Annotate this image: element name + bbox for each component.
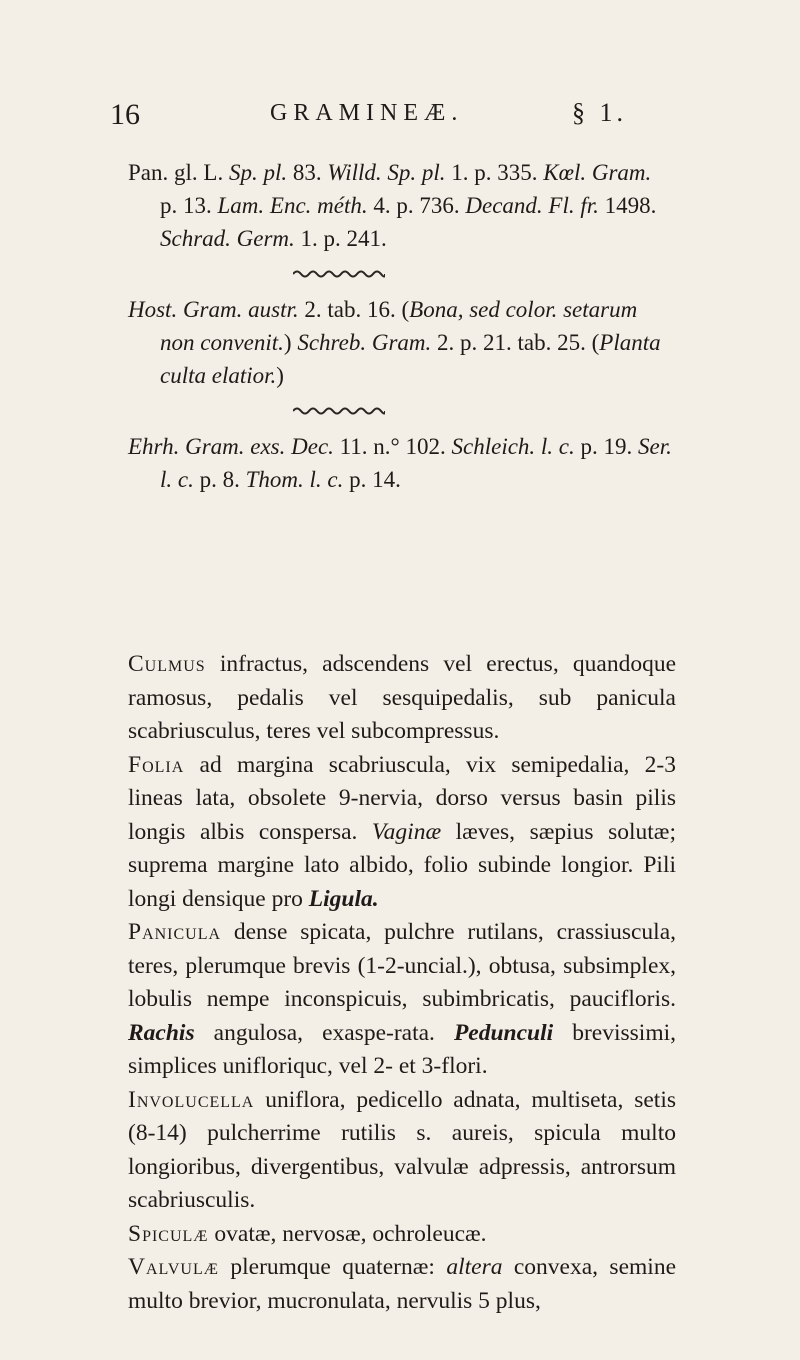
italic-term: Rachis [128,1019,195,1046]
culmus-paragraph [128,648,676,749]
ref-note: Bona, sed color. setarum non convenit. [160,297,638,355]
ref-title: Kœl. Gram. [543,160,652,185]
ref-text: 2. p. 21. tab. 25. ( [431,330,600,355]
running-head: GRAMINEÆ. [270,100,464,126]
description-block [128,648,676,1318]
term-label: Folia [128,751,185,778]
term-label: Valvulæ [128,1254,219,1280]
ref-text: p. 19. [574,434,639,459]
page-number: 16 [110,98,140,131]
paragraph-text: dense spicata, pulchre rutilans, crassiuscula, teres, plerumque brevis (1-2-uncial.), obtusa, subsimplex, lobulis nempe inconspicuis, subimbricatis, paucifloris. [128,919,676,1012]
wavy-divider [293,406,385,416]
ref-title: Schreb. Gram. [297,330,432,355]
paragraph-text: ad margina scabriuscula, vix semipedalia, 2-3 lineas lata, obsolete 9-nervia, dorso versus basin pilis longis albis conspersa. [128,751,676,845]
ref-title: Ser. l. c. [160,434,672,492]
section-mark: § 1. [572,98,627,127]
ref-title: Willd. Sp. pl. [327,160,446,185]
term-label: Involucella [128,1086,255,1113]
ref-text: 2. tab. 16. ( [298,297,410,322]
paragraph-text: infractus, adscendens vel erectus, quandoque ramosus, pedalis vel sesquipedalis, sub panicula scabriusculus, teres vel subcompressus. [128,651,676,744]
ref-text: p. 13. [160,193,218,218]
ref-title: Schleich. l. c. [451,434,575,459]
term-label: Panicula [128,919,222,945]
ref-title: Thom. l. c. [245,467,344,492]
ref-text: 1. p. 335. [445,160,544,185]
paragraph-text: ovatæ, nervosæ, ochroleucæ. [208,1220,487,1247]
ref-title: Host. Gram. austr. [128,297,299,322]
ref-title: Decand. Fl. fr. [465,193,599,218]
ref-text: p. 14. [343,467,401,492]
paragraph-text: plerumque quaternæ: [218,1254,447,1280]
italic-term: Pedunculi [453,1019,554,1046]
ref-text: 1. p. 241. [294,226,387,251]
valvulae-paragraph [128,1251,676,1318]
ref-text: 83. [287,160,328,185]
references-block [128,156,673,496]
paragraph-text: brevissimi, simplices unifloriquc, vel 2- et 3-flori. [128,1019,676,1079]
ref-text: Pan. gl. L. [128,160,229,185]
wavy-divider [293,269,385,279]
spiculae-paragraph [128,1218,676,1252]
term-label: Culmus [128,651,206,677]
italic-term: Vaginæ [371,818,442,845]
ref-text: 11. n.° 102. [333,434,452,459]
page-header [110,98,670,138]
ref-title: Lam. Enc. méth. [217,193,368,218]
ref-text: ) [276,363,284,388]
ref-text: 4. p. 736. [367,193,466,218]
italic-term: altera [446,1254,503,1280]
reference-entry [128,156,673,255]
ref-text: ) [283,330,298,355]
reference-entry [128,430,673,496]
paragraph-text: uniflora, pedicello adnata, multiseta, setis (8-14) pulcherrime rutilis s. aureis, spicula multo longioribus, divergentibus, valvulæ adpressis, antrorsum scabriusculis. [128,1086,676,1213]
involucella-paragraph [128,1084,676,1218]
italic-term: Ligula. [308,885,379,912]
reference-entry [128,293,673,392]
ref-title: Ehrh. Gram. exs. Dec. [128,434,334,459]
ref-note: Planta culta elatior. [160,330,661,388]
ref-text: 1498. [598,193,657,218]
paragraph-text: angulosa, exaspe-rata. [194,1019,454,1046]
paragraph-text: convexa, semine multo brevior, mucronulata, nervulis 5 plus, [128,1254,676,1314]
paragraph-text: læves, sæpius solutæ; suprema margine lato albido, folio subinde longior. Pili longi densique pro [128,818,676,912]
ref-text: p. 8. [193,467,246,492]
ref-title: Schrad. Germ. [160,226,295,251]
term-label: Spiculæ [128,1220,209,1247]
panicula-paragraph [128,916,676,1084]
ref-title: Sp. pl. [228,160,288,185]
folia-paragraph [128,749,676,917]
